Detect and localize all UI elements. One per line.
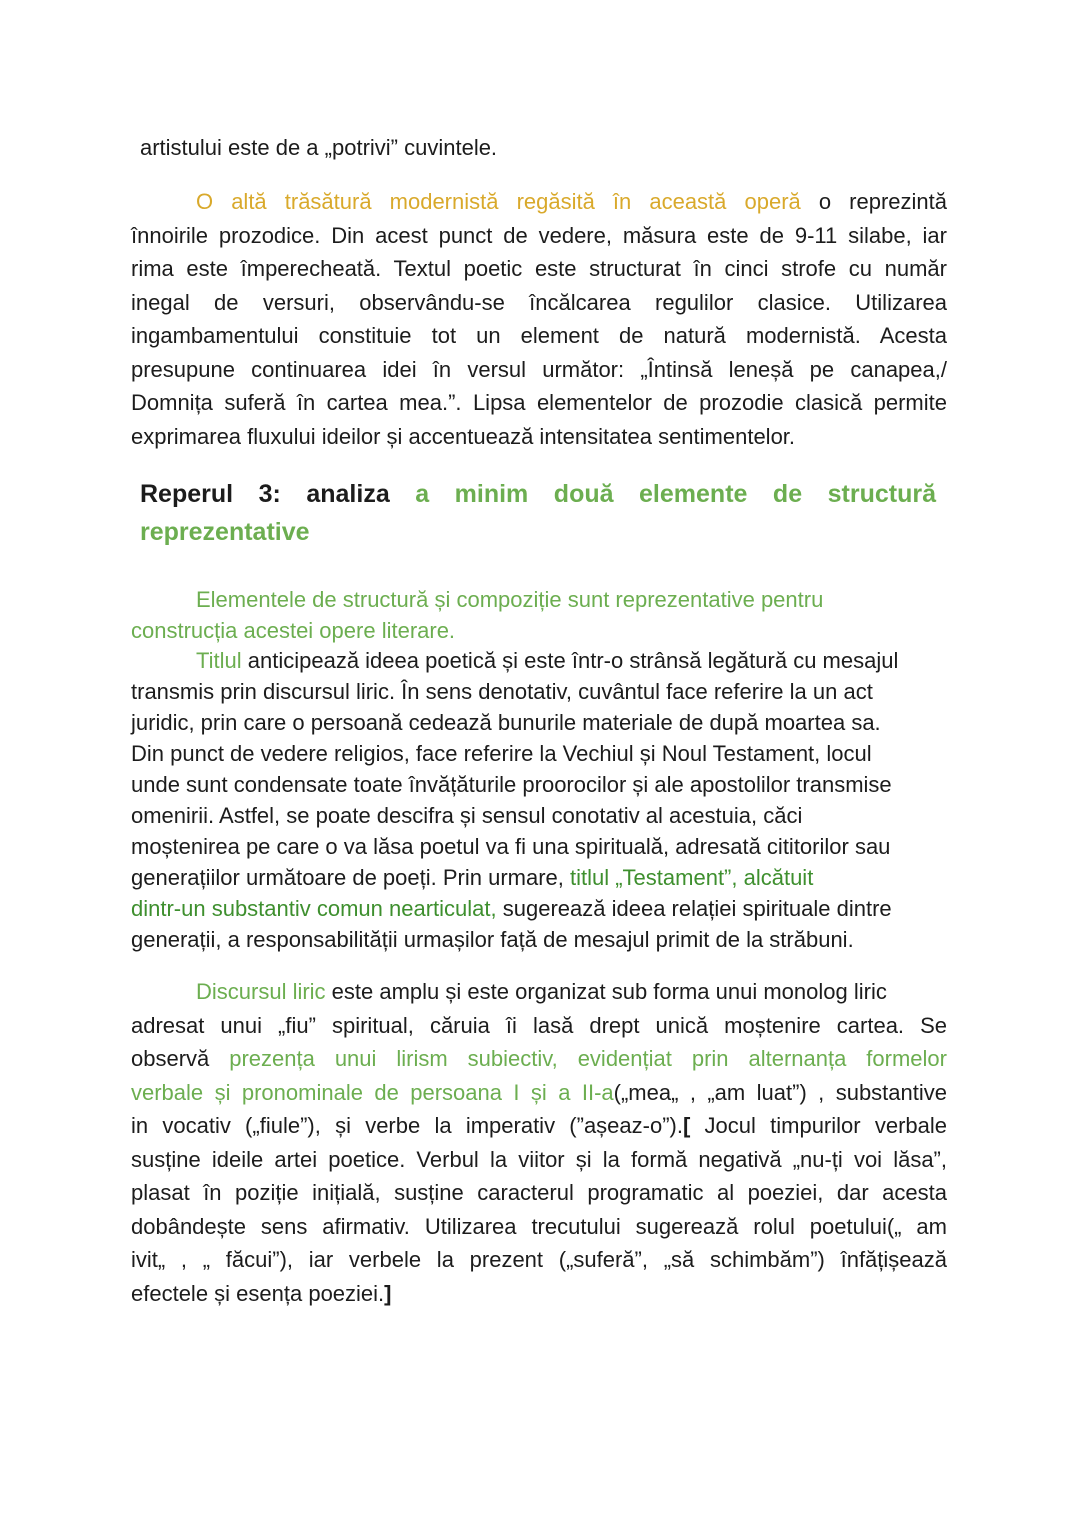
text-line: efectele și esența poeziei.] bbox=[131, 1281, 392, 1306]
highlight-dark-green: dintr-un substantiv comun nearticulat, bbox=[131, 896, 497, 921]
text-line: transmis prin discursul liric. În sens denotativ, cuvântul face referire la un act bbox=[131, 679, 873, 704]
heading-green: a minim două elemente de structură bbox=[389, 480, 936, 508]
text-line: moștenirea pe care o va lăsa poetul va fi una spirituală, adresată cititorilor sau bbox=[131, 834, 891, 859]
text-line: adresat unui „fiu” spiritual, căruia îi lasă drept unică moștenire cartea. Se bbox=[131, 1013, 947, 1038]
text-line: unde sunt condensate toate învățăturile proorocilor și ale apostolilor transmise bbox=[131, 772, 892, 797]
text-line: dobândește sens afirmativ. Utilizarea trecutului sugerează rolul poetului(„ am bbox=[131, 1214, 947, 1239]
bracket-open: [ bbox=[682, 1113, 691, 1138]
text-line: Elementele de structură și compoziție sunt reprezentative pentru bbox=[196, 587, 824, 612]
text-line: Domnița suferă în cartea mea.”. Lipsa elementelor de prozodie clasică permite bbox=[131, 390, 947, 415]
highlight-green: Titlul bbox=[196, 648, 242, 673]
text-line: plasat în poziție inițială, susține caracterul programatic al poeziei, dar acesta bbox=[131, 1180, 947, 1205]
text-line: înnoirile prozodice. Din acest punct de vedere, măsura este de 9-11 silabe, iar bbox=[131, 223, 947, 248]
text-line: ivit„ , „ făcui”), iar verbele la prezent („suferă”, „să schimbăm”) înfățișează bbox=[131, 1247, 947, 1272]
text-line: juridic, prin care o persoană cedează bunurile materiale de după moartea sa. bbox=[131, 710, 881, 735]
heading-bold: Reperul 3: analiza bbox=[140, 480, 390, 508]
text-line: ingambamentului constituie tot un element de natură modernistă. Acesta bbox=[131, 323, 947, 348]
text-line: O altă trăsătură modernistă regăsită în această operă o reprezintă bbox=[196, 189, 947, 214]
paragraph-continuation bbox=[140, 134, 497, 162]
highlight-green: verbale și pronominale de persoana I și a II-a bbox=[131, 1080, 614, 1105]
text-line: exprimarea fluxului ideilor și accentuează intensitatea sentimentelor. bbox=[131, 424, 796, 449]
text-line: in vocativ („fiule”), și verbe la imperativ (”așeaz-o”).[ Jocul timpurilor verbale bbox=[131, 1113, 947, 1138]
heading-green: reprezentative bbox=[140, 518, 310, 546]
bracket-close: ] bbox=[384, 1281, 392, 1306]
text-line: generațiilor următoare de poeți. Prin urmare, titlul „Testament”, alcătuit bbox=[131, 865, 814, 890]
text-line: Din punct de vedere religios, face referire la Vechiul și Noul Testament, locul bbox=[131, 741, 872, 766]
text-line: omenirii. Astfel, se poate descifra și sensul conotativ al acestuia, căci bbox=[131, 803, 803, 828]
highlight-yellow: O altă trăsătură modernistă regăsită în această operă bbox=[196, 189, 801, 214]
highlight-green: Discursul liric bbox=[196, 979, 326, 1004]
text-line: generații, a responsabilității urmașilor față de mesajul primit de la străbuni. bbox=[131, 927, 854, 952]
text-line: construcția acestei opere literare. bbox=[131, 618, 456, 643]
heading-line bbox=[140, 475, 936, 513]
text-line: dintr-un substantiv comun nearticulat, sugerează ideea relației spirituale dintre bbox=[131, 896, 892, 921]
highlight-green: prezența unui lirism subiectiv, evidențiat prin alternanța formelor bbox=[229, 1046, 947, 1071]
text-line: verbale și pronominale de persoana I și a II-a(„mea„ , „am luat”) , substantive bbox=[131, 1080, 947, 1105]
heading-line bbox=[140, 513, 936, 551]
text-line: artistului este de a „potrivi” cuvintele. bbox=[140, 135, 498, 160]
text-line: susține ideile artei poetice. Verbul la viitor și la formă negativă „nu-ți voi lăsa”, bbox=[131, 1147, 947, 1172]
highlight-dark-green: titlul „Testament”, alcătuit bbox=[570, 865, 814, 890]
text-line: rima este împerecheată. Textul poetic este structurat în cinci strofe cu număr bbox=[131, 256, 947, 281]
text-line: presupune continuarea idei în versul următor: „Întinsă leneșă pe canapea,/ bbox=[131, 357, 947, 382]
text-line: Titlul anticipează ideea poetică și este într-o strânsă legătură cu mesajul bbox=[196, 648, 899, 673]
text-line: observă prezența unui lirism subiectiv, evidențiat prin alternanța formelor bbox=[131, 1046, 947, 1071]
text-line: inegal de versuri, observându-se încălcarea regulilor clasice. Utilizarea bbox=[131, 290, 947, 315]
text-line: Discursul liric este amplu și este organizat sub forma unui monolog liric bbox=[196, 979, 887, 1004]
